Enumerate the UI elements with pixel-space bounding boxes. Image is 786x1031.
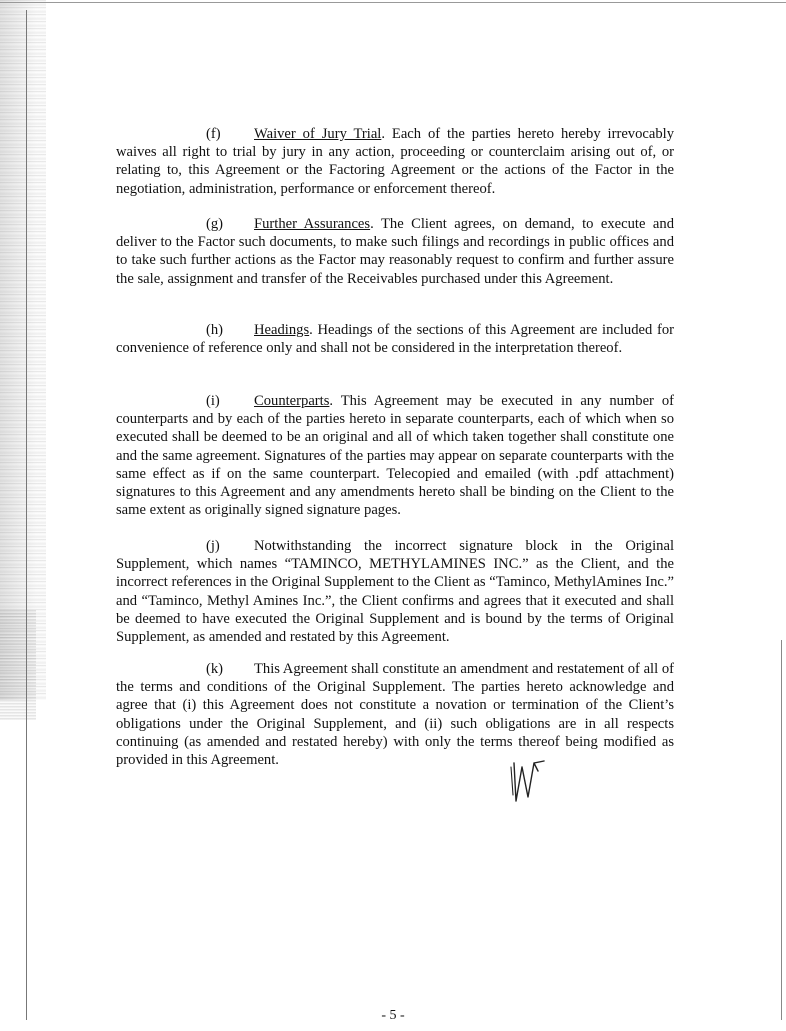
section-g-heading: Further Assurances <box>254 216 371 232</box>
page-number: - 5 - <box>381 1008 405 1023</box>
section-k-label: (k) <box>206 661 224 677</box>
section-f-text: Each of the parties hereto hereby irrevocably waives all right to trial by jury in any action, proceeding or counterclaim arising out of, or relating to, this Agreement or the Factoring Agreement or the actions of the Factor in the negotiation, administration, performance or enforcement thereof. <box>116 126 674 197</box>
section-i: (i) Counterparts. This Agreement may be executed in any number of counterparts and by each of the parties hereto in separate counterparts, each of which when so executed shall be deemed to be an original and all of which taken together shall constitute one and the same agreement. Signatures of the parties may appear on separate counterparts with the same effect as if on the same counterpart. Telecopied and emailed (with .pdf attachment) signatures to this Agreement and any amendments hereto shall be binding on the Client to the same extent as originally signed signature pages. <box>116 393 674 519</box>
section-i-heading: Counterparts <box>254 393 330 409</box>
section-g-text: The Client agrees, on demand, to execute and deliver to the Factor such documents, to make such filings and recordings in public offices and to take such further actions as the Factor may reasonably request to confirm and further assure the sale, assignment and transfer of the Receivables purchased under this Agreement. <box>116 216 674 287</box>
section-j <box>116 537 674 646</box>
handwritten-initials <box>508 757 548 807</box>
section-h-text: Headings of the sections of this Agreement are included for convenience of reference only and shall not be considered in the interpretation thereof. <box>116 322 674 357</box>
section-h-heading: Headings <box>254 322 310 338</box>
section-g: (g) Further Assurances. The Client agrees, on demand, to execute and deliver to the Factor such documents, to make such filings and recordings in public offices and to take such further actions as the Factor may reasonably request to confirm and further assure the sale, assignment and transfer of the Receivables purchased under this Agreement. <box>116 216 674 287</box>
scan-left-border-line <box>26 10 27 1020</box>
section-j-text: Notwithstanding the incorrect signature block in the Original Supplement, which names “TAMINCO, METHYLAMINES INC.” as the Client, and the incorrect references in the Original Supplement to the Client as “Taminco, MethylAmines Inc.” and “Taminco, Methyl Amines Inc.”, the Client confirms and agrees that it executed and shall be deemed to have executed the Original Supplement and is bound by the terms of Original Supplement, as amended and restated by this Agreement. <box>116 538 674 646</box>
section-h: (h) Headings. Headings of the sections of this Agreement are included for convenience of reference only and shall not be considered in the interpretation thereof. <box>116 322 674 357</box>
scan-right-border-line <box>781 640 782 1020</box>
section-i-text: This Agreement may be executed in any number of counterparts and by each of the parties hereto in separate counterparts, each of which when so executed shall be deemed to be an original and all of which taken together shall constitute one and the same agreement. Signatures of the parties may appear on separate counterparts with the same effect as if on the same counterpart. Telecopied and emailed (with .pdf attachment) signatures to this Agreement and any amendments hereto shall be binding on the Client to the same extent as originally signed signature pages. <box>116 393 674 519</box>
scan-left-edge-noise-lower <box>0 610 36 720</box>
section-f-heading: Waiver of Jury Trial <box>254 126 382 142</box>
scan-left-edge-noise <box>0 0 46 700</box>
section-f: (f) Waiver of Jury Trial. Each of the parties hereto hereby irrevocably waives all right to trial by jury in any action, proceeding or counterclaim arising out of, or relating to, this Agreement or the Factoring Agreement or the actions of the Factor in the negotiation, administration, performance or enforcement thereof. <box>116 126 674 197</box>
section-k-text: This Agreement shall constitute an amendment and restatement of all of the terms and conditions of the Original Supplement. The parties hereto acknowledge and agree that (i) this Agreement does not constitute a novation or termination of the Client’s obligations under the Original Supplement, and (ii) such obligations are in all respects continuing (as amended and restated hereby) with only the terms thereof being modified as provided in this Agreement. <box>116 661 674 769</box>
section-f-label: (f) <box>206 126 221 142</box>
section-h-label: (h) <box>206 322 224 338</box>
scan-top-edge <box>0 2 786 3</box>
section-j-label: (j) <box>206 538 220 554</box>
section-g-label: (g) <box>206 216 224 232</box>
section-i-label: (i) <box>206 393 220 409</box>
section-k <box>116 660 674 769</box>
